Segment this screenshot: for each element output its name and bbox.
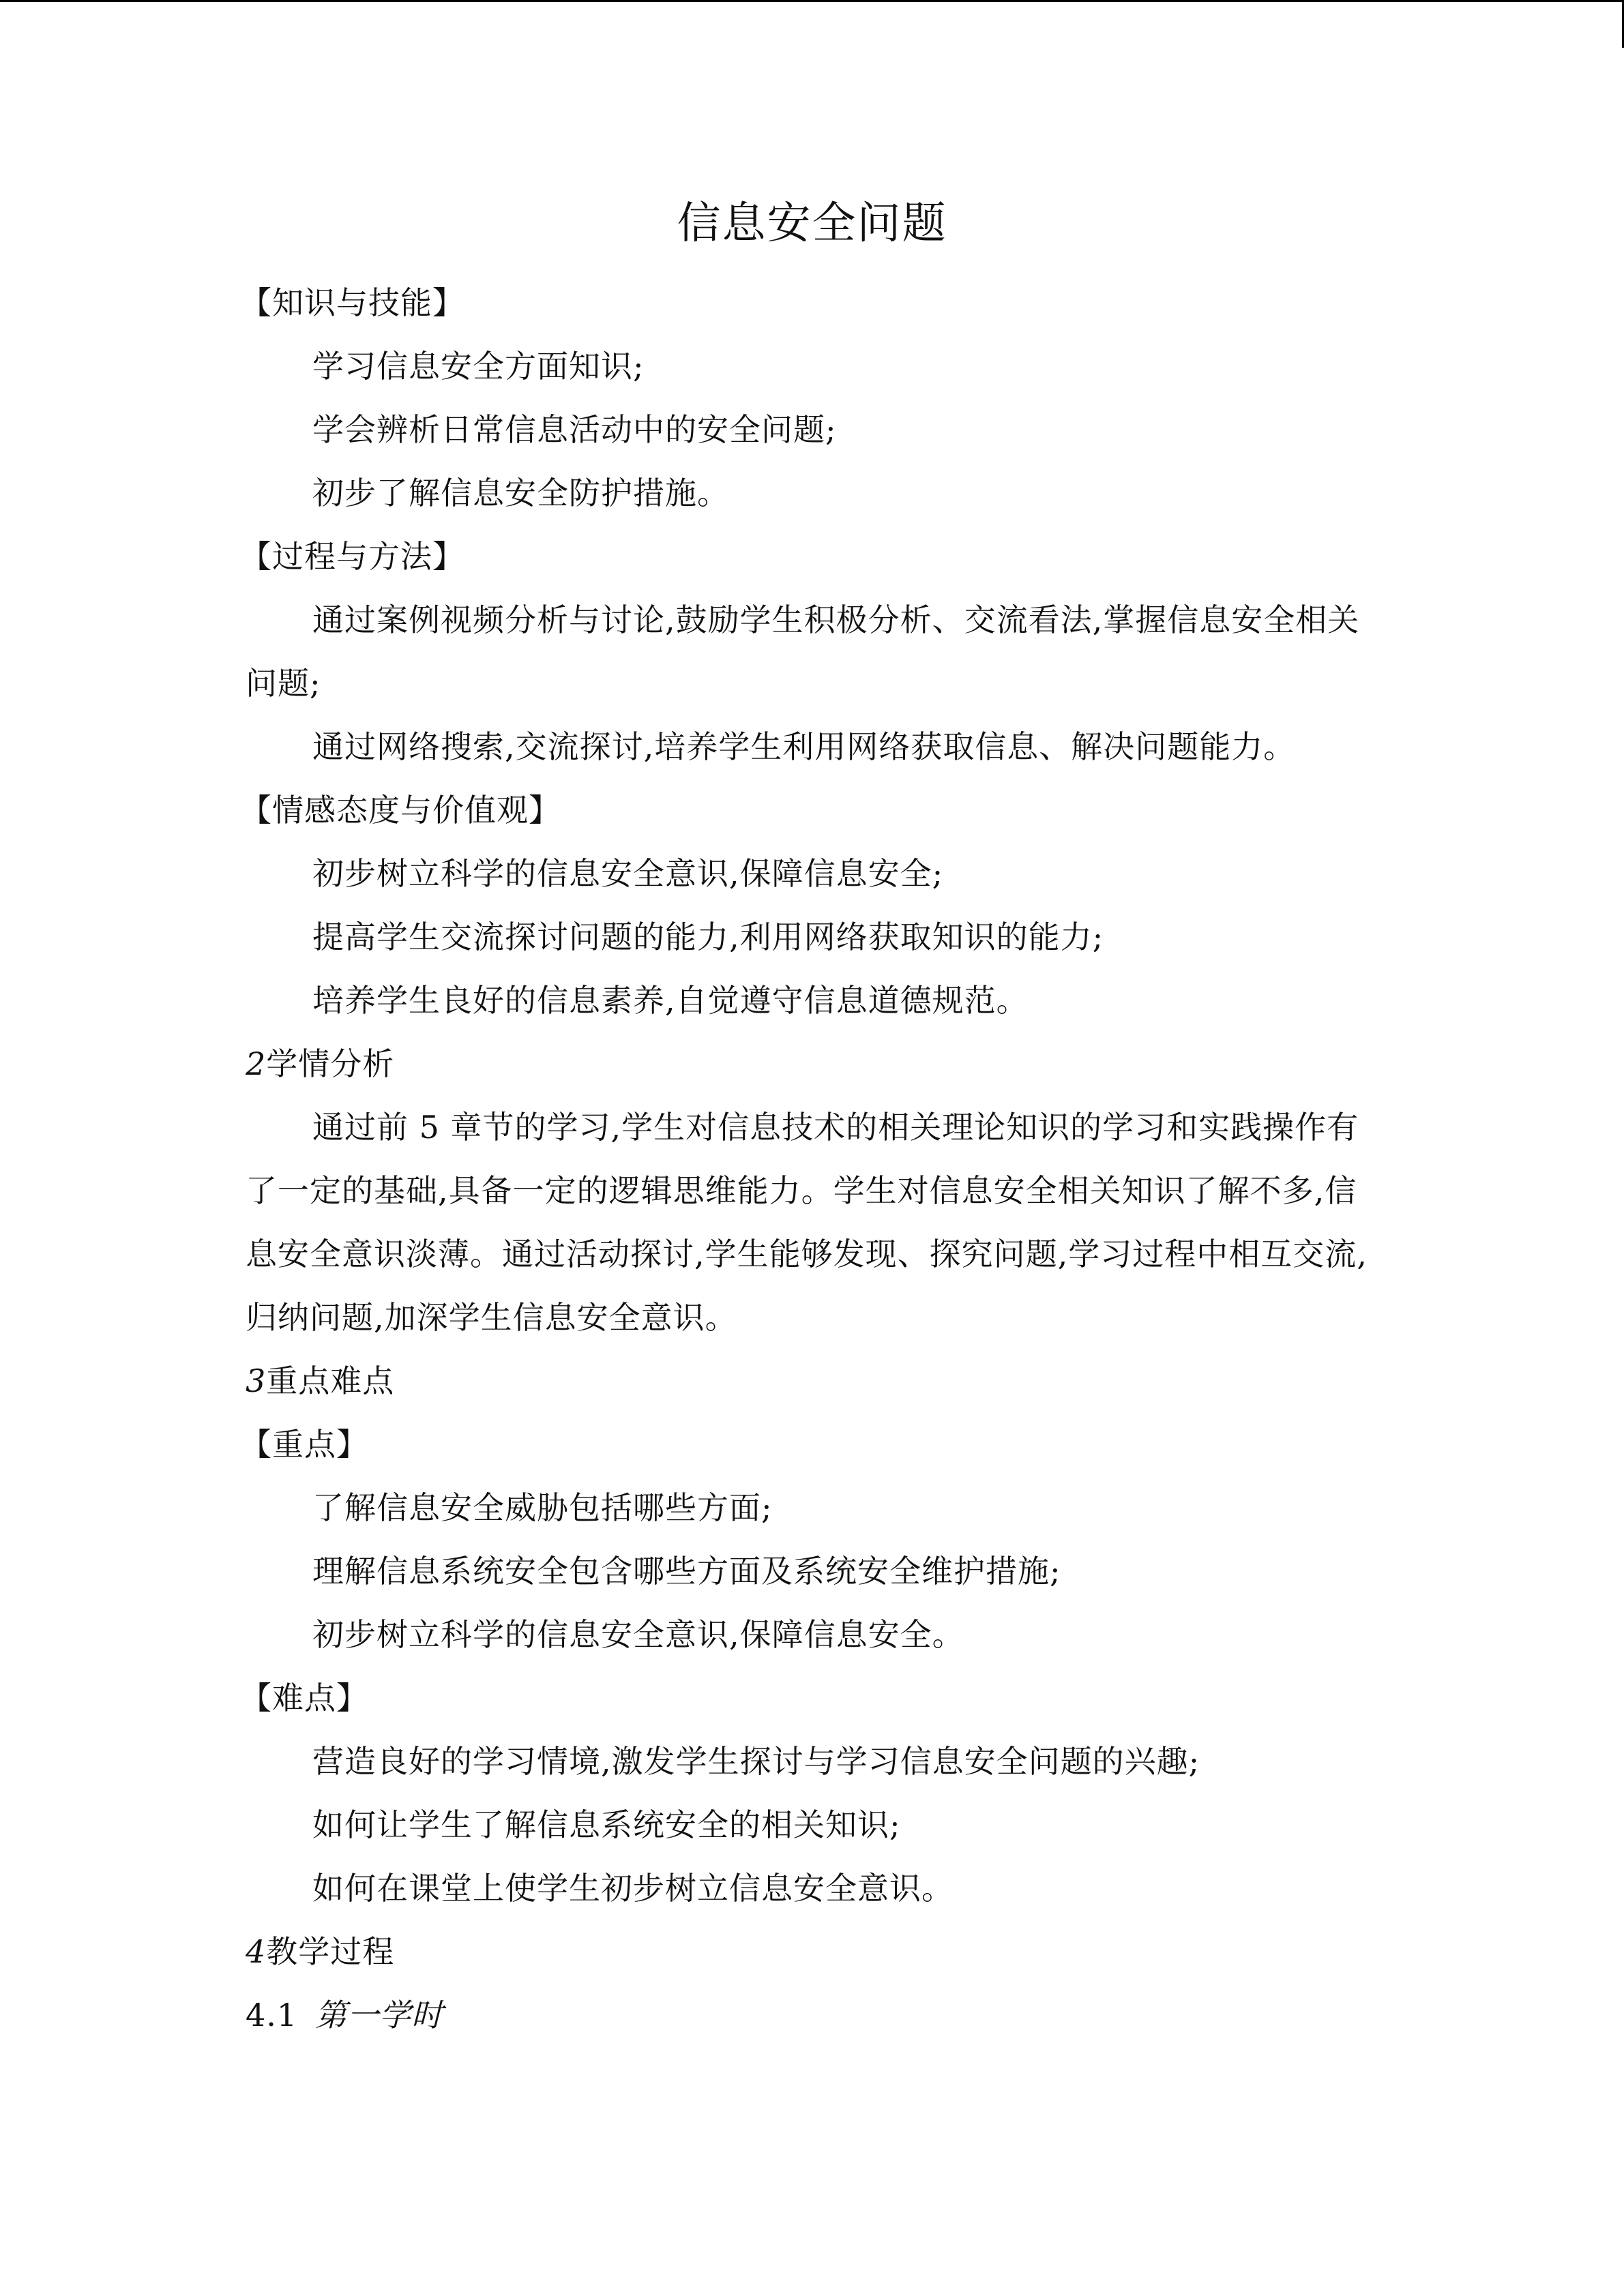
difficult-point-item: 如何在课堂上使学生初步树立信息安全意识。 [312, 1870, 954, 1907]
emotion-item: 初步树立科学的信息安全意识,保障信息安全; [312, 855, 944, 892]
process-paragraph: 通过网络搜索,交流探讨,培养学生利用网络获取信息、解决问题能力。 [312, 728, 1296, 765]
section-number: 4 [246, 1933, 267, 1970]
heading-process-methods: 【过程与方法】 [240, 538, 464, 575]
subsection-title: 第一学时 [315, 1997, 444, 2033]
knowledge-item: 初步了解信息安全防护措施。 [312, 475, 729, 511]
page-top-border [0, 0, 1624, 2]
knowledge-item: 学会辨析日常信息活动中的安全问题; [312, 411, 837, 448]
key-point-item: 初步树立科学的信息安全意识,保障信息安全。 [312, 1616, 964, 1653]
key-point-item: 了解信息安全威胁包括哪些方面; [312, 1489, 773, 1526]
section-title: 重点难点 [266, 1362, 395, 1399]
student-analysis-paragraph: 通过前 5 章节的学习,学生对信息技术的相关理论知识的学习和实践操作有了一定的基础,具备一定的逻辑思维能力。学生对信息安全相关知识了解不多,信息安全意识淡薄。通过活动探讨,学生能够发现、探究问题,学习过程中相互交流,归纳问题,加深学生信息安全意识。 [246, 1109, 1368, 1336]
subsection-heading-first-lesson [246, 1984, 1378, 2047]
emotion-item: 培养学生良好的信息素养,自觉遵守信息道德规范。 [312, 982, 1029, 1019]
section-heading-teaching-process [246, 1920, 1378, 1984]
knowledge-item: 学习信息安全方面知识; [312, 348, 645, 385]
section-number: 2 [246, 1045, 267, 1082]
section-heading-student-analysis [246, 1032, 1378, 1096]
document-title: 信息安全问题 [677, 198, 947, 249]
emotion-item: 提高学生交流探讨问题的能力,利用网络获取知识的能力; [312, 919, 1104, 955]
key-point-item: 理解信息系统安全包含哪些方面及系统安全维护措施; [312, 1553, 1061, 1590]
difficult-point-item: 营造良好的学习情境,激发学生探讨与学习信息安全问题的兴趣; [312, 1743, 1200, 1780]
section-title: 学情分析 [266, 1045, 395, 1082]
heading-emotion-values: 【情感态度与价值观】 [240, 792, 561, 829]
document-body [240, 271, 1378, 2047]
section-number: 3 [246, 1362, 267, 1399]
subsection-number: 4.1 [246, 1997, 298, 2033]
section-title: 教学过程 [266, 1933, 395, 1970]
heading-key-points: 【重点】 [240, 1426, 368, 1463]
heading-difficult-points: 【难点】 [240, 1680, 368, 1716]
difficult-point-item: 如何让学生了解信息系统安全的相关知识; [312, 1806, 901, 1843]
process-paragraph: 通过案例视频分析与讨论,鼓励学生积极分析、交流看法,掌握信息安全相关问题; [246, 601, 1360, 702]
section-heading-key-difficult [246, 1350, 1378, 1413]
heading-knowledge-skills: 【知识与技能】 [240, 284, 464, 321]
